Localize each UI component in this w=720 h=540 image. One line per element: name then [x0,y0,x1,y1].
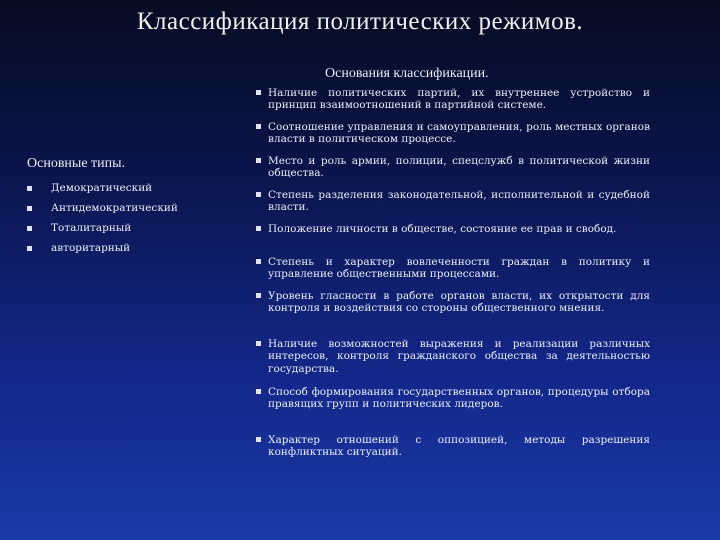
bullet-icon [256,124,261,129]
list-item: Антидемократический [27,201,178,221]
bullet-icon [256,389,261,394]
bullet-icon [256,259,261,264]
bullet-icon [256,341,261,346]
list-item: Тоталитарный [27,221,178,241]
bullet-icon [27,226,32,231]
list-item: Соотношение управления и самоуправления, роль местных органов власти в политическом процессе. [256,121,650,146]
criteria-heading: Основания классификации. [325,66,489,81]
bullet-icon [256,437,261,442]
list-item: Степень и характер вовлеченности граждан в политику и управление общественными процессами. [256,256,650,281]
list-item: Положение личности в обществе, состояние ее прав и свобод. [256,223,650,235]
list-item: Степень разделения законодательной, исполнительной и судебной власти. [256,189,650,214]
types-heading: Основные типы. [27,156,126,171]
list-item: Место и роль армии, полиции, спецслужб в политической жизни общества. [256,155,650,180]
list-item: Характер отношений с оппозицией, методы разрешения конфликтных ситуаций. [256,434,650,459]
list-item: Наличие политических партий, их внутреннее устройство и принцип взаимоотношений в партийной системе. [256,87,650,112]
list-item: Способ формирования государственных органов, процедуры отбора правящих групп и политических лидеров. [256,386,650,411]
bullet-icon [256,192,261,197]
bullet-icon [256,158,261,163]
slide-title: Классификация политических режимов. [136,8,584,35]
bullet-icon [27,186,32,191]
list-item: Демократический [27,181,178,201]
bullet-icon [256,293,261,298]
list-item: Уровень гласности в работе органов власти, их открытости для контроля и воздействия со стороны общественного мнения. [256,290,650,315]
bullet-icon [27,206,32,211]
list-item: авторитарный [27,241,178,261]
types-list [27,181,178,261]
list-item: Наличие возможностей выражения и реализации различных интересов, контроля гражданского общества за деятельностью государства. [256,338,650,375]
bullet-icon [256,226,261,231]
bullet-icon [256,90,261,95]
bullet-icon [27,246,32,251]
